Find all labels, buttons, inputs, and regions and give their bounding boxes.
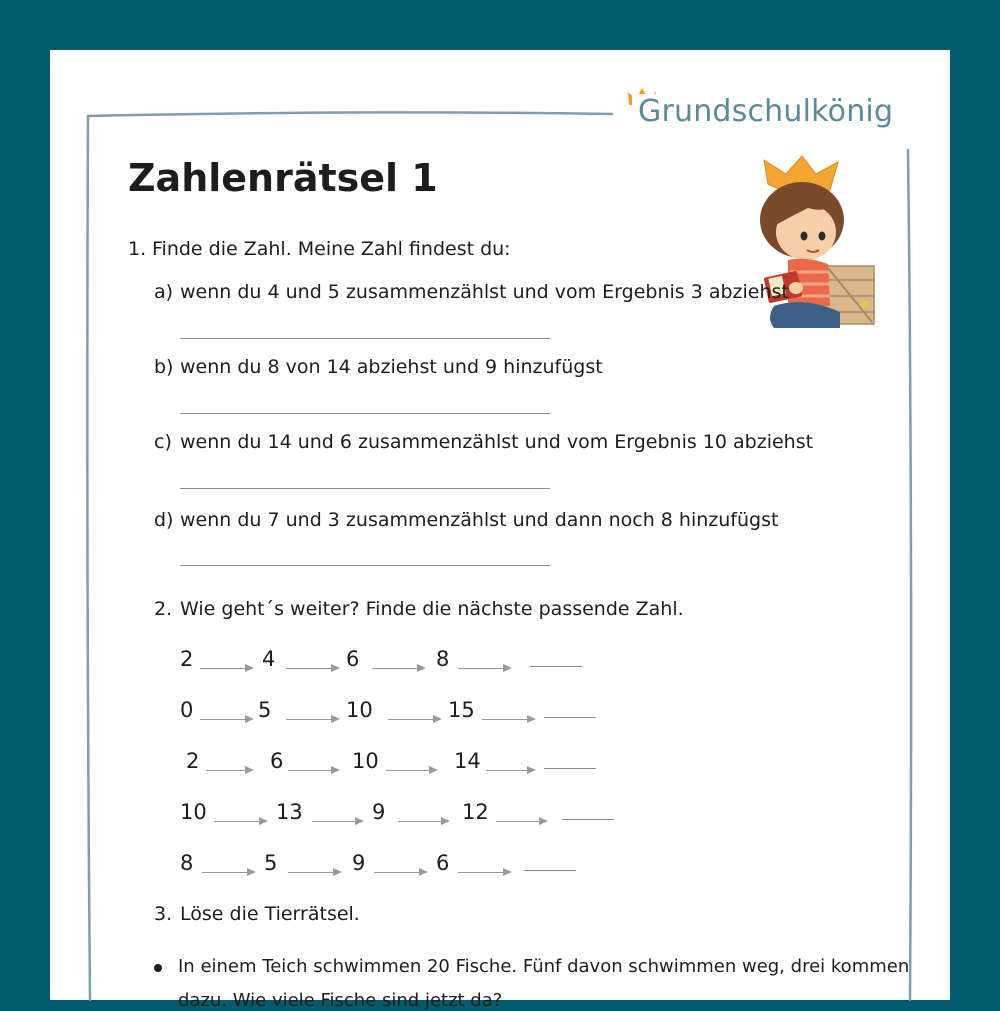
sequence-number: 8 xyxy=(180,851,194,875)
sequence-answer-blank[interactable] xyxy=(524,870,576,871)
task3-riddle-line2: dazu. Wie viele Fische sind jetzt da? xyxy=(178,990,503,1011)
worksheet-page xyxy=(50,50,950,1011)
arrow-icon xyxy=(386,766,438,774)
boy-reading-illustration xyxy=(744,156,884,336)
sequence-number: 6 xyxy=(346,647,360,671)
task1-item-d-text: wenn du 7 und 3 zusammenzählst und dann noch 8 hinzufügst xyxy=(180,509,779,531)
sequence-answer-blank[interactable] xyxy=(562,819,614,820)
arrow-icon xyxy=(372,664,426,672)
sequence-answer-blank[interactable] xyxy=(530,666,582,667)
sequence-answer-blank[interactable] xyxy=(544,768,596,769)
sequence-number: 9 xyxy=(372,800,386,824)
brand-logo: Grundschulkönig xyxy=(632,94,899,129)
arrow-icon xyxy=(482,715,536,723)
sequence-number: 0 xyxy=(180,698,194,722)
task1-item-d-label: d) xyxy=(154,509,174,531)
answer-line-d[interactable] xyxy=(180,565,550,566)
task3-prompt: Löse die Tierrätsel. xyxy=(180,903,360,925)
sequence-number: 2 xyxy=(186,749,200,773)
answer-line-b[interactable] xyxy=(180,413,550,414)
task1-item-b-label: b) xyxy=(154,356,174,378)
arrow-icon xyxy=(286,664,340,672)
arrow-icon xyxy=(200,664,254,672)
sequence-number: 10 xyxy=(180,800,207,824)
arrow-icon xyxy=(374,868,428,876)
sequence-answer-blank[interactable] xyxy=(544,717,596,718)
arrow-icon xyxy=(458,664,512,672)
sequence-number: 4 xyxy=(262,647,276,671)
bullet-icon xyxy=(154,964,162,972)
sequence-number: 6 xyxy=(270,749,284,773)
arrow-icon xyxy=(496,817,548,825)
arrow-icon xyxy=(288,868,342,876)
sequence-number: 10 xyxy=(352,749,379,773)
page-title: Zahlenrätsel 1 xyxy=(128,156,438,200)
arrow-icon xyxy=(200,715,254,723)
sequence-number: 5 xyxy=(258,698,272,722)
arrow-icon xyxy=(388,715,442,723)
arrow-icon xyxy=(312,817,364,825)
arrow-icon xyxy=(214,817,268,825)
answer-line-c[interactable] xyxy=(180,488,550,489)
task3-number: 3. xyxy=(154,903,173,925)
sequence-number: 8 xyxy=(436,647,450,671)
sequence-number: 10 xyxy=(346,698,373,722)
task1-prompt: Finde die Zahl. Meine Zahl findest du: xyxy=(152,238,511,260)
sequence-number: 2 xyxy=(180,647,194,671)
arrow-icon xyxy=(398,817,450,825)
task1-number: 1. xyxy=(128,238,147,260)
task1-item-a-text: wenn du 4 und 5 zusammenzählst und vom Ergebnis 3 abziehst xyxy=(180,281,789,303)
sequence-number: 15 xyxy=(448,698,475,722)
sequence-number: 9 xyxy=(352,851,366,875)
sequence-number: 5 xyxy=(264,851,278,875)
arrow-icon xyxy=(206,766,254,774)
sequence-number: 6 xyxy=(436,851,450,875)
sequence-number: 13 xyxy=(276,800,303,824)
task2-number: 2. xyxy=(154,598,173,620)
task1-item-b-text: wenn du 8 von 14 abziehst und 9 hinzufügst xyxy=(180,356,603,378)
arrow-icon xyxy=(288,766,340,774)
arrow-icon xyxy=(286,715,340,723)
task1-item-c-label: c) xyxy=(154,431,172,453)
task3-riddle-line1: In einem Teich schwimmen 20 Fische. Fünf davon schwimmen weg, drei kommen xyxy=(178,956,910,977)
task2-prompt: Wie geht´s weiter? Finde die nächste passende Zahl. xyxy=(180,598,684,620)
answer-line-a[interactable] xyxy=(180,338,550,339)
arrow-icon xyxy=(202,868,256,876)
task1-item-a-label: a) xyxy=(154,281,174,303)
sequence-number: 14 xyxy=(454,749,481,773)
task1-item-c-text: wenn du 14 und 6 zusammenzählst und vom Ergebnis 10 abziehst xyxy=(180,431,814,453)
arrow-icon xyxy=(458,868,512,876)
arrow-icon xyxy=(486,766,536,774)
sequence-number: 12 xyxy=(462,800,489,824)
